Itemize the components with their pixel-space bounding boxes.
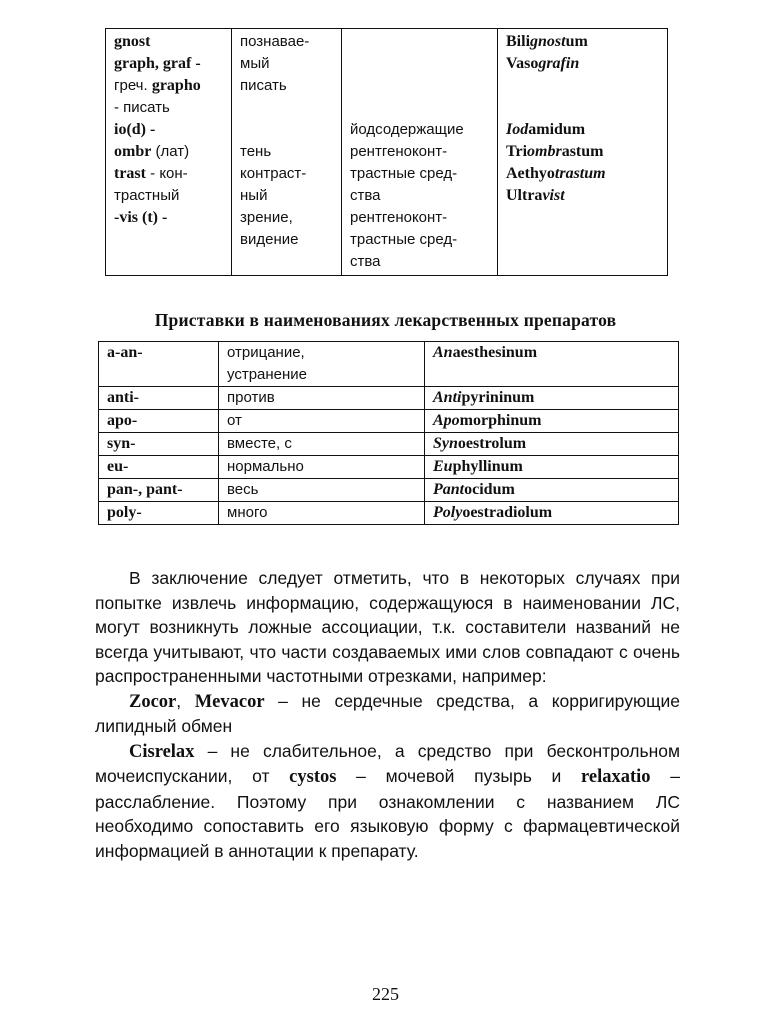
cell-line bbox=[506, 53, 661, 75]
text-fragment: astum bbox=[561, 143, 604, 160]
cell-line bbox=[240, 185, 335, 207]
meaning-cell bbox=[219, 479, 425, 502]
text-fragment: ства bbox=[350, 253, 381, 270]
text-fragment: Ultra bbox=[506, 187, 543, 204]
text-fragment: Cisrelax bbox=[129, 741, 195, 762]
meaning-line: вместе, с bbox=[227, 435, 292, 452]
cell-line bbox=[240, 97, 335, 119]
cell-line bbox=[350, 207, 491, 229]
cell-line bbox=[240, 141, 335, 163]
cell-line bbox=[240, 207, 335, 229]
cell-line bbox=[114, 207, 225, 229]
cell-line bbox=[350, 75, 491, 97]
example-rest-part: morphinum bbox=[459, 412, 542, 429]
text-fragment: В заключение следует отметить, что в некоторых случаях при попытке извлечь информацию, содержащуюся в наименовании ЛС, могут возникнуть ложные ассоциации, т.к. составители названий не всегда учитывают, что части создаваемых ими слов совпадают с очень распространенными частотными отрезками, например: bbox=[95, 568, 680, 686]
text-fragment: – мочевой пузырь и bbox=[336, 766, 582, 786]
meaning-line: весь bbox=[227, 481, 259, 498]
cell-line bbox=[114, 75, 225, 97]
text-fragment: - кон- bbox=[145, 165, 188, 182]
text-fragment: контраст- bbox=[240, 165, 307, 182]
text-fragment: ный bbox=[240, 187, 268, 204]
meaning-line: нормально bbox=[227, 458, 304, 475]
cell-line bbox=[240, 53, 335, 75]
table-row bbox=[99, 387, 679, 410]
text-fragment: тень bbox=[240, 143, 272, 160]
cell-line bbox=[114, 185, 225, 207]
cell-line bbox=[506, 163, 661, 185]
meaning-cell bbox=[219, 342, 425, 387]
meaning-line: отрицание, bbox=[227, 344, 305, 361]
example-drug-cell bbox=[425, 479, 679, 502]
cell-line bbox=[240, 119, 335, 141]
text-fragment: Iod bbox=[506, 121, 529, 138]
cell-line bbox=[240, 229, 335, 251]
meaning-cell bbox=[219, 456, 425, 479]
text-fragment: греч. bbox=[114, 77, 152, 94]
cell-line bbox=[240, 31, 335, 53]
example-rest-part: pyrininum bbox=[461, 389, 535, 406]
text-fragment: – не слабительное, а средство при бесконтрольном мочеиспускании, от bbox=[95, 740, 680, 786]
text-fragment: grafin bbox=[538, 55, 580, 72]
meaning-cell bbox=[219, 410, 425, 433]
paragraph bbox=[95, 566, 680, 689]
example-prefix-part: Pant bbox=[433, 481, 465, 498]
body-text bbox=[95, 566, 680, 863]
table-row bbox=[99, 456, 679, 479]
text-fragment: трастные сред- bbox=[350, 231, 458, 248]
text-fragment: Tri bbox=[506, 143, 528, 160]
text-fragment: gnost bbox=[530, 33, 566, 50]
example-rest-part: oestradiolum bbox=[462, 504, 553, 521]
example-rest-part: phyllinum bbox=[452, 458, 523, 475]
text-fragment: - писать bbox=[114, 99, 170, 116]
meaning-line: против bbox=[227, 389, 275, 406]
text-fragment: – расслабление. Поэтому при ознакомлении с названием ЛС необходимо сопоставить его языковую форму с фармацевтической информацией в аннотации к препарату. bbox=[95, 766, 680, 861]
cell-line bbox=[350, 119, 491, 141]
meaning-cell bbox=[219, 502, 425, 525]
text-fragment: vist bbox=[542, 187, 565, 204]
table-row bbox=[106, 29, 668, 276]
text-fragment: ombr bbox=[527, 143, 562, 160]
paragraph bbox=[95, 689, 680, 739]
text-fragment: йодсодержащие bbox=[350, 121, 464, 138]
text-fragment: трастные сред- bbox=[350, 165, 458, 182]
prefix-cell: apo- bbox=[99, 410, 219, 433]
prefix-cell: syn- bbox=[99, 433, 219, 456]
text-fragment: Bili bbox=[506, 33, 531, 50]
text-fragment: Zocor bbox=[129, 691, 177, 712]
cell-line bbox=[114, 53, 225, 75]
text-fragment: рентгеноконт- bbox=[350, 209, 448, 226]
example-drug-cell bbox=[425, 433, 679, 456]
cell-line bbox=[240, 75, 335, 97]
example-rest-part: oestrolum bbox=[457, 435, 527, 452]
example-prefix-part: Anti bbox=[433, 389, 462, 406]
cell-line bbox=[350, 141, 491, 163]
cell-line bbox=[350, 251, 491, 273]
drug-name-cell bbox=[498, 29, 668, 276]
cell-line bbox=[350, 229, 491, 251]
prefix-cell: anti- bbox=[99, 387, 219, 410]
paragraph bbox=[95, 739, 680, 864]
cell-line bbox=[506, 119, 661, 141]
cell-line bbox=[114, 163, 225, 185]
meaning-cell bbox=[219, 433, 425, 456]
text-fragment: познавае- bbox=[240, 33, 310, 50]
prefixes-table bbox=[98, 341, 679, 525]
text-fragment: -vis (t) - bbox=[114, 209, 168, 226]
table-row bbox=[99, 479, 679, 502]
page-number: 225 bbox=[372, 984, 399, 1004]
text-fragment: ombr bbox=[114, 143, 152, 160]
table-row bbox=[99, 502, 679, 525]
text-fragment: trastum bbox=[554, 165, 606, 182]
cell-line bbox=[350, 185, 491, 207]
example-prefix-part: Apo bbox=[433, 412, 460, 429]
cell-line bbox=[350, 53, 491, 75]
cell-line bbox=[350, 163, 491, 185]
cell-line bbox=[506, 97, 661, 119]
text-fragment: cystos bbox=[289, 767, 337, 787]
example-drug-cell bbox=[425, 456, 679, 479]
text-fragment: trast bbox=[114, 165, 146, 182]
meaning-line: от bbox=[227, 412, 242, 429]
example-rest-part: aesthesinum bbox=[452, 344, 538, 361]
example-rest-part: ocidum bbox=[464, 481, 515, 498]
text-fragment: писать bbox=[240, 77, 287, 94]
cell-line bbox=[506, 31, 661, 53]
text-fragment: Aethyo bbox=[506, 165, 555, 182]
example-prefix-part: Poly bbox=[433, 504, 463, 521]
prefix-cell: poly- bbox=[99, 502, 219, 525]
example-drug-cell bbox=[425, 342, 679, 387]
cell-line bbox=[506, 75, 661, 97]
cell-line bbox=[506, 185, 661, 207]
cell-line bbox=[350, 97, 491, 119]
text-fragment: зрение, bbox=[240, 209, 293, 226]
cell-line bbox=[240, 163, 335, 185]
text-fragment: Vaso bbox=[506, 55, 539, 72]
text-fragment: io(d) - bbox=[114, 121, 156, 138]
text-fragment: amidum bbox=[528, 121, 586, 138]
text-fragment: graph, graf - bbox=[114, 55, 201, 72]
text-fragment: видение bbox=[240, 231, 299, 248]
cell-line bbox=[506, 141, 661, 163]
section-heading: Приставки в наименованиях лекарственных препаратов bbox=[154, 310, 617, 330]
text-fragment: Mevacor bbox=[194, 691, 265, 712]
example-drug-cell bbox=[425, 502, 679, 525]
cell-line bbox=[114, 141, 225, 163]
table-row bbox=[99, 433, 679, 456]
prefix-cell: pan-, pant- bbox=[99, 479, 219, 502]
text-fragment: grapho bbox=[151, 77, 201, 94]
roots-table-continued bbox=[105, 28, 668, 276]
text-fragment: – не сердечные средства, а корригирующие липидный обмен bbox=[95, 690, 680, 736]
meaning-cell bbox=[219, 387, 425, 410]
text-fragment: um bbox=[565, 33, 588, 50]
text-fragment: gnost bbox=[114, 33, 151, 50]
cell-line bbox=[350, 31, 491, 53]
example-drug-cell bbox=[425, 410, 679, 433]
text-fragment: relaxatio bbox=[581, 767, 651, 787]
table-row bbox=[99, 410, 679, 433]
text-fragment: ства bbox=[350, 187, 381, 204]
roots-cell bbox=[106, 29, 232, 276]
example-prefix-part: Syn bbox=[433, 435, 458, 452]
meaning-cell bbox=[232, 29, 342, 276]
example-prefix-part: An bbox=[433, 344, 453, 361]
meaning-line: устранение bbox=[227, 366, 308, 383]
table-row bbox=[99, 342, 679, 387]
text-fragment: , bbox=[176, 690, 195, 711]
meaning-line: много bbox=[227, 504, 268, 521]
prefix-cell: a-an- bbox=[99, 342, 219, 387]
text-fragment: мый bbox=[240, 55, 270, 72]
example-drug-cell bbox=[425, 387, 679, 410]
drug-group-cell bbox=[342, 29, 498, 276]
cell-line bbox=[114, 97, 225, 119]
cell-line bbox=[114, 119, 225, 141]
cell-line bbox=[114, 31, 225, 53]
text-fragment: рентгеноконт- bbox=[350, 143, 448, 160]
prefix-cell: eu- bbox=[99, 456, 219, 479]
text-fragment: трастный bbox=[114, 187, 180, 204]
example-prefix-part: Eu bbox=[433, 458, 453, 475]
text-fragment: (лат) bbox=[151, 143, 190, 160]
